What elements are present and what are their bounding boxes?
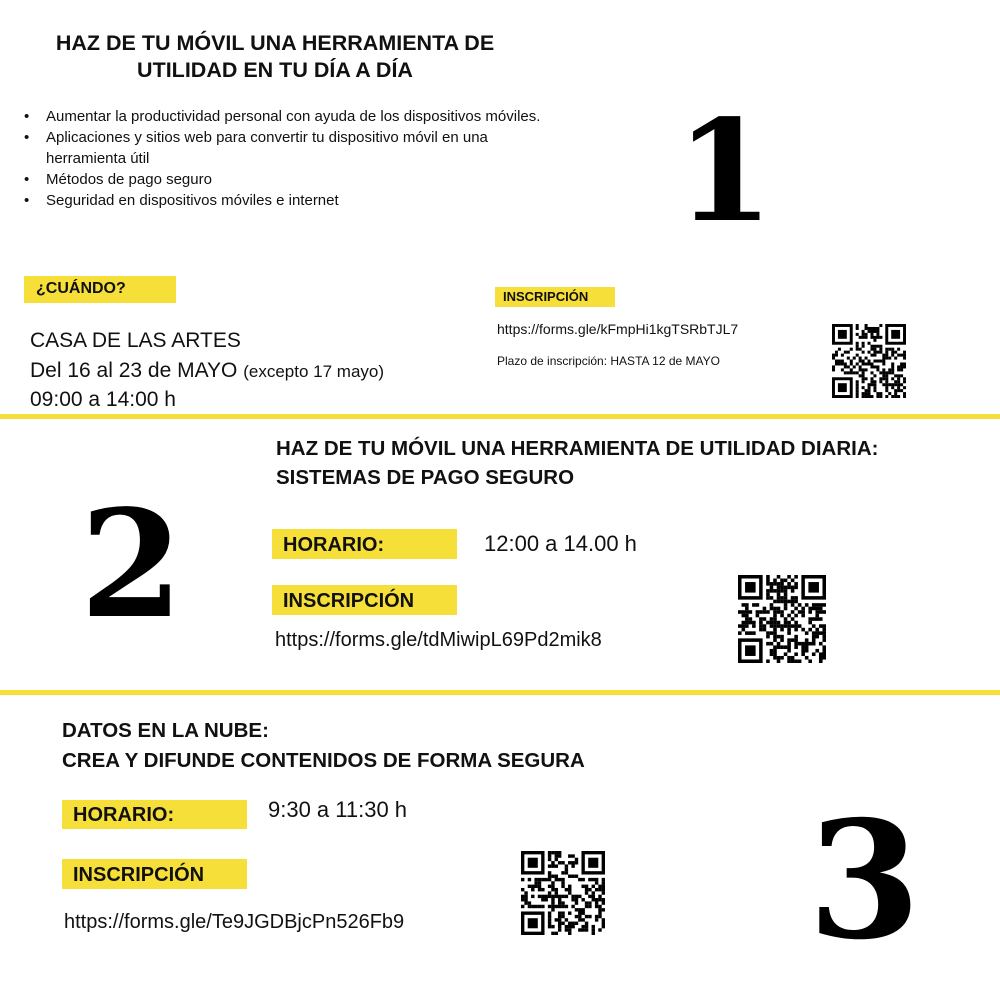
dates-text: Del 16 al 23 de MAYO (30, 359, 238, 382)
qr-code-2-image (738, 575, 826, 663)
section-number-2: 2 (80, 477, 183, 651)
section-1-title-line2: UTILIDAD EN TU DÍA A DÍA (137, 58, 413, 82)
section-1-title-line1: HAZ DE TU MÓVIL UNA HERRAMIENTA DE (55, 31, 495, 55)
section-1-title (20, 30, 530, 84)
section-3-title (62, 716, 585, 776)
schedule-label-2: HORARIO: (272, 529, 457, 559)
section-2-title-line1: HAZ DE TU MÓVIL UNA HERRAMIENTA DE UTILIDAD DIARIA: (276, 437, 879, 460)
when-label: ¿CUÁNDO? (24, 276, 176, 303)
qr-code-3[interactable] (521, 851, 605, 935)
signup-deadline: Plazo de inscripción: HASTA 12 de MAYO (497, 354, 720, 368)
topic-list-item: • Métodos de pago seguro (22, 169, 562, 190)
topic-list-item: • Seguridad en dispositivos móviles e internet (22, 190, 562, 211)
topic-list (22, 106, 562, 211)
hours: 09:00 a 14:00 h (30, 388, 176, 411)
schedule-3: 9:30 a 11:30 h (268, 797, 408, 822)
section-number-1: 1 (676, 90, 774, 254)
schedule-label-3: HORARIO: (62, 800, 247, 829)
signup-link-2[interactable]: https://forms.gle/tdMiwipL69Pd2mik8 (275, 629, 602, 651)
section-number-3: 3 (808, 786, 921, 976)
section-2-title (276, 434, 878, 492)
section-3-title-line1: DATOS EN LA NUBE: (62, 719, 269, 742)
venue: CASA DE LAS ARTES (30, 329, 241, 352)
signup-link-1[interactable]: https://forms.gle/kFmpHi1kgTSRbTJL7 (497, 321, 739, 337)
qr-code-1[interactable] (832, 324, 906, 398)
signup-link-3[interactable]: https://forms.gle/Te9JGDBjcPn526Fb9 (64, 911, 405, 933)
signup-label-1: INSCRIPCIÓN (495, 287, 615, 307)
section-divider-2 (0, 690, 1000, 695)
section-3-title-line2: CREA Y DIFUNDE CONTENIDOS DE FORMA SEGURA (62, 749, 585, 772)
topic-list-item: • Aplicaciones y sitios web para convertir tu dispositivo móvil en una herramienta útil (22, 127, 562, 169)
dates-note: (excepto 17 mayo) (243, 362, 385, 381)
topic-list-item: • Aumentar la productividad personal con ayuda de los dispositivos móviles. (22, 106, 562, 127)
section-2-title-line2: SISTEMAS DE PAGO SEGURO (276, 466, 575, 489)
signup-label-3: INSCRIPCIÓN (62, 859, 247, 889)
section-divider-1 (0, 414, 1000, 419)
qr-code-2[interactable] (738, 575, 826, 663)
dates (30, 358, 384, 384)
schedule-2: 12:00 a 14.00 h (484, 531, 637, 556)
signup-label-2: INSCRIPCIÓN (272, 585, 457, 615)
qr-code-3-image (521, 851, 605, 935)
qr-code-1-image (832, 324, 906, 398)
